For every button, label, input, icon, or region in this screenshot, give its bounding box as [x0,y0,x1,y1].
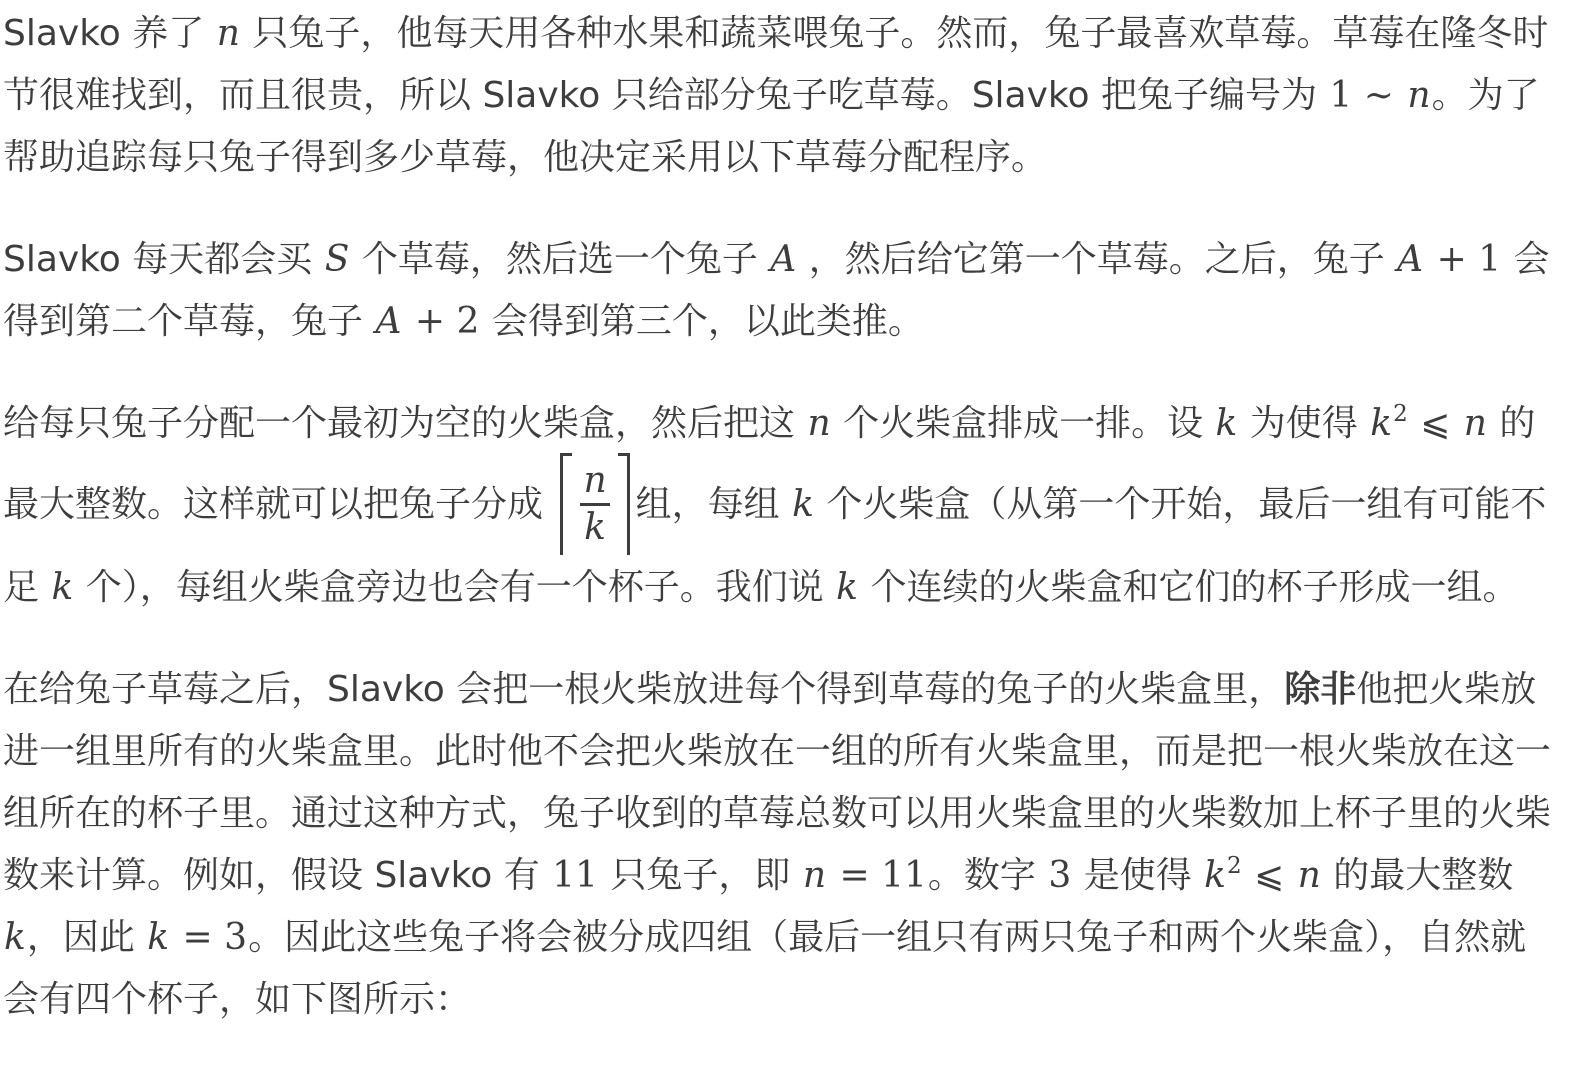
text-run: 的最大整数 [1321,855,1514,896]
math-variable: n [1297,855,1321,896]
math-variable: k [792,484,814,525]
text-run: 个火柴盒（从第一个开始，最后一组有可能不足 [3,484,1547,608]
math-variable: A [375,301,402,342]
text-run: 。数字 [927,855,1048,896]
math-literal: ⩽ [1408,403,1462,444]
math-variable: A [1397,239,1424,280]
math-variable: k [1204,855,1226,896]
paragraph-3 [3,393,1555,619]
math-variable: n [216,13,240,54]
math-variable: k [51,567,74,608]
math-literal: + 2 [403,301,480,342]
math-variable: n [807,403,831,444]
ceiling-fraction [560,453,629,555]
text-run: 为使得 [1238,403,1370,444]
text-run: 只兔子，他每天用各种水果和蔬菜喂兔子。然而，兔子最喜欢草莓。草莓在隆冬时节很难找到，而且很贵，所以 Slavko 只给部分兔子吃草莓。Slavko 把兔子编号为 [3,13,1549,116]
text-run: 会得到第二个草莓，兔子 [3,239,1550,342]
math-literal: 3 [1048,855,1072,896]
fraction-denominator: k [584,506,606,548]
math-variable: k [1215,403,1238,444]
text-run: 会得到第三个，以此类推。 [480,301,924,342]
text-run: 是使得 [1072,855,1204,896]
text-run: 的最大整数。这样就可以把兔子分成 [3,403,1536,525]
text-run: 个火柴盒排成一排。设 [831,403,1215,444]
text-run: ，因此 [26,917,147,958]
text-run: 个连续的火柴盒和它们的杯子形成一组。 [859,567,1519,608]
text-run: 。因此这些兔子将会被分成四组（最后一组只有两只兔子和两个火柴盒），自然就会有四个杯子，如下图所示： [3,917,1527,1020]
math-variable: k [1370,403,1393,444]
text-run: 给每只兔子分配一个最初为空的火柴盒，然后把这 [3,403,807,444]
text-run: 在给兔子草莓之后，Slavko 会把一根火柴放进每个得到草莓的兔子的火柴盒里， [3,669,1285,710]
math-literal: = 3 [171,917,248,958]
math-variable: n [1463,403,1487,444]
math-variable: A [770,239,797,280]
text-run: ，然后给它第一个草莓。之后，兔子 [797,239,1397,280]
fraction [580,453,609,555]
math-superscript: 2 [1393,401,1408,427]
math-literal: 11 [552,855,598,896]
text-run: Slavko 养了 [3,13,216,54]
math-variable: k [147,917,170,958]
text-run: 组，每组 [635,484,792,525]
math-literal: + 1 [1425,239,1502,280]
bold-text: 除非 [1284,669,1357,710]
text-run: 只兔子，即 [598,855,802,896]
math-variable: n [1407,75,1431,116]
math-variable: k [836,567,858,608]
fraction-numerator: n [583,459,607,501]
math-superscript: 2 [1226,853,1242,879]
fraction-bar [580,503,609,506]
text-run: 他把火柴放进一组里所有的火柴盒里。此时他不会把火柴放在一组的所有火柴盒里，而是把一根火柴放在这一组所在的杯子里。通过这种方式，兔子收到的草莓总数可以用火柴盒里的火柴数加上杯子里的火柴数来计算。例如，假设 Slavko 有 [3,669,1552,896]
text-run: 。为了帮助追踪每只兔子得到多少草莓，他决定采用以下草莓分配程序。 [3,75,1540,178]
paragraph-4 [3,659,1555,1031]
math-literal: ⩽ [1242,855,1296,896]
math-literal: 1 ∼ [1329,75,1406,116]
text-run: Slavko 每天都会买 [3,239,324,280]
text-run: 个），每组火柴盒旁边也会有一个杯子。我们说 [74,567,836,608]
text-run: 个草莓，然后选一个兔子 [350,239,770,280]
ceiling-left-bracket [560,453,572,555]
math-literal: = 11 [828,855,927,896]
math-variable: k [4,917,26,958]
math-variable: n [802,855,827,896]
paragraph-2 [3,229,1555,353]
paragraph-1 [3,3,1555,189]
math-variable: S [324,239,350,280]
ceiling-right-bracket [618,453,630,555]
